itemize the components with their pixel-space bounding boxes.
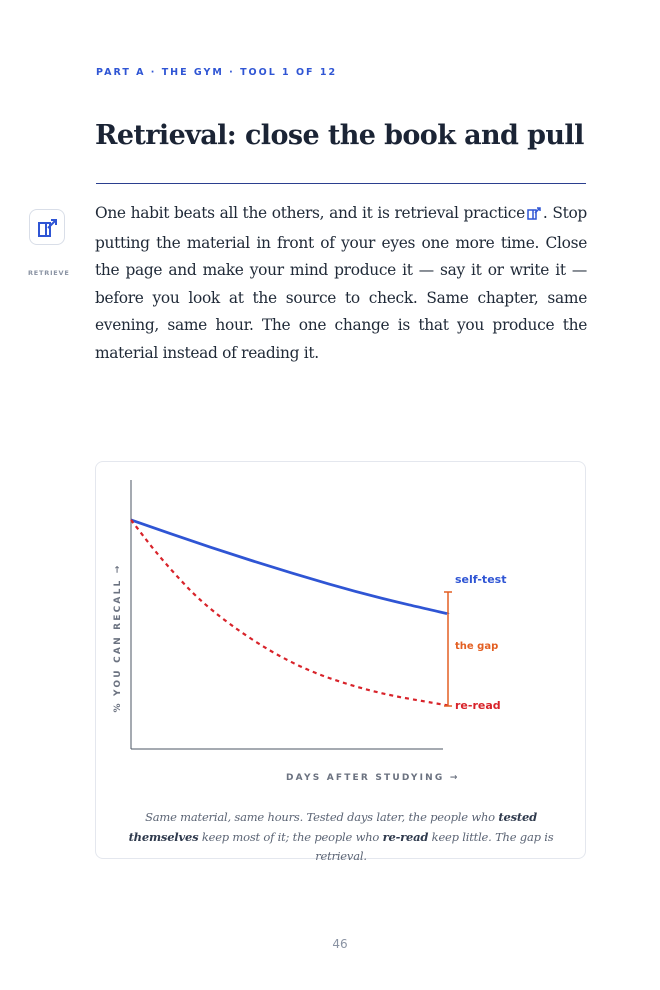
- caption-part: keep little. The gap is retrieval.: [315, 829, 554, 863]
- caption-emphasis: re-read: [382, 829, 429, 844]
- x-axis-label: DAYS AFTER STUDYING →: [286, 773, 460, 783]
- y-axis-label: % YOU CAN RECALL →: [113, 563, 123, 713]
- chapter-kicker: PART A · THE GYM · TOOL 1 OF 12: [96, 67, 338, 78]
- series-label-self-test: self-test: [455, 573, 507, 586]
- series-layer: [131, 520, 448, 706]
- title-divider: [96, 183, 586, 184]
- retrieve-inline-icon: [527, 202, 542, 230]
- body-text-part: . Stop putting the material in front of your eyes one more time. Close the page and make your mind produce it — say it or write it — before you look at the source to check. Same chapter, same evening, same hour. The one change is that you produce the material instead of reading it.: [95, 204, 587, 362]
- caption-emphasis: tested themselves: [128, 810, 537, 844]
- caption-part: Same material, same hours. Tested days later, the people who: [145, 810, 499, 824]
- series-label-re-read: re-read: [455, 699, 501, 712]
- caption-part: keep most of it; the people who: [198, 829, 383, 844]
- figure-caption: [110, 808, 572, 867]
- body-paragraph: [95, 200, 587, 367]
- series-line-self-test: [131, 520, 448, 614]
- retrieve-icon: [29, 209, 65, 245]
- page-number: 46: [332, 937, 348, 951]
- body-text-part: One habit beats all the others, and it is retrieval practice: [95, 204, 525, 222]
- figure-card: [95, 461, 586, 859]
- gap-annotation: the gap: [455, 641, 499, 652]
- page-title: Retrieval: close the book and pull: [95, 120, 584, 151]
- tool-label: RETRIEVE: [28, 269, 70, 277]
- series-line-re-read: [131, 520, 448, 706]
- recall-chart: [96, 462, 587, 860]
